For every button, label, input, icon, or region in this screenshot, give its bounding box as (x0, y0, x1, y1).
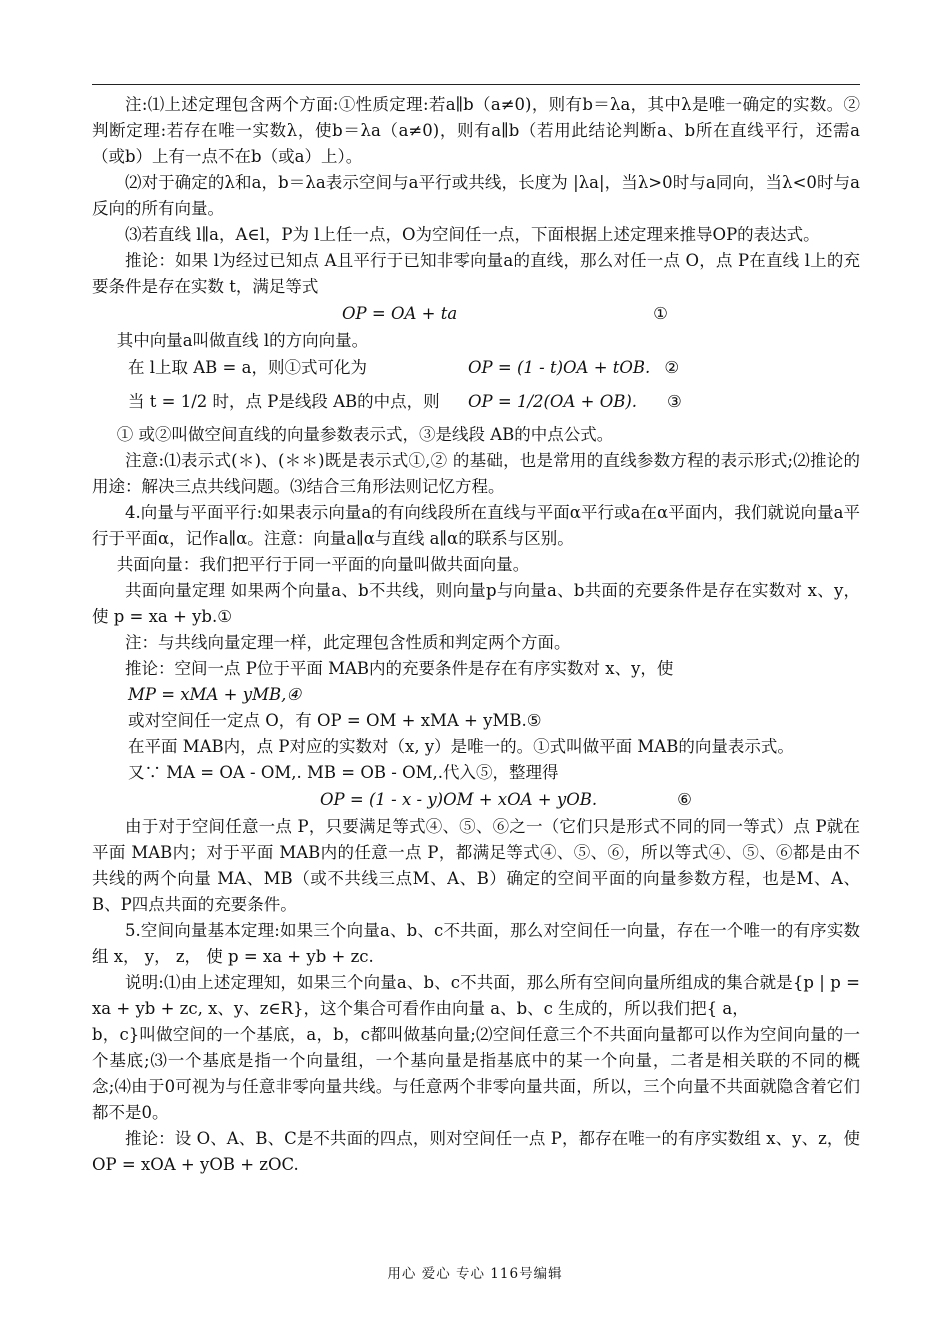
paragraph-substitute: 又∵ MA = OA - OM,. MB = OB - OM,.代入⑤，整理得 (128, 763, 559, 782)
equation-3-number: ③ (667, 392, 682, 411)
paragraph-section-5: 5.空间向量基本定理:如果三个向量a、b、c不共面，那么对空间任一向量，存在一个唯一的有序实数组 x， y， z， 使 p = xa + yb + zc. (92, 921, 860, 966)
paragraph-explanation: 说明:⑴由上述定理知，如果三个向量a、b、c不共面，那么所有空间向量所组成的集合就是{p | p = xa + yb + zc, x、y、z∈R}，这个集合可看作由向量 a、b、c 生成的，所以我们把{ a， (92, 973, 860, 1018)
equation-6: OP = (1 - x - y)OM + xOA + yOB. (320, 790, 598, 809)
equation-2-number: ② (664, 358, 680, 377)
header-rule (92, 84, 860, 85)
paragraph-coplanar-theorem: 共面向量定理 如果两个向量a、b不共线，则向量p与向量a、b共面的充要条件是存在实数对 x、y，使 p = xa + yb.① (92, 581, 860, 626)
paragraph-four-points: 由于对于空间任意一点 P，只要满足等式④、⑤、⑥之一（它们只是形式不同的同一等式）点 P就在平面 MAB内；对于平面 MAB内的任意一点 P，都满足等式④、⑤、⑥，所以等式④、⑤、⑥都是由不共线的两个向量 MA、MB（或不共线三点M、A、B）确定的空间平面的向量参数方程，也是M、A、B、P四点共面的充要条件。 (92, 817, 860, 914)
paragraph-note-1: 注:⑴上述定理包含两个方面:①性质定理:若a∥b（a≠0)，则有b＝λa，其中λ是唯一确定的实数。②判断定理:若存在唯一实数λ，使b＝λa（a≠0)，则有a∥b（若用此结论判断a、b所在直线平行，还需a（或b）上有一点不在b（或a）上）。 (92, 95, 860, 166)
paragraph-plane-expression: 在平面 MAB内，点 P对应的实数对（x, y）是唯一的。①式叫做平面 MAB的向量表示式。 (128, 737, 794, 756)
equation-6-number: ⑥ (677, 790, 692, 809)
page-footer: 用心 爱心 专心 116号编辑 (387, 1266, 563, 1282)
equation-2-row (92, 354, 860, 382)
equation-2: OP = (1 - t)OA + tOB. (468, 358, 651, 377)
paragraph-coplanar-note: 注：与共线向量定理一样，此定理包含性质和判定两个方面。 (125, 633, 571, 652)
paragraph-section-4: 4.向量与平面平行:如果表示向量a的有向线段所在直线与平面α平行或a在α平面内，我们就说向量a平行于平面α，记作a∥α。注意：向量a∥α与直线 a∥α的联系与区别。 (92, 503, 860, 548)
paragraph-corollary-2: 推论：空间一点 P位于平面 MAB内的充要条件是存在有序实数对 x、y，使 (125, 659, 674, 678)
paragraph-basis: b，c}叫做空间的一个基底，a，b，c都叫做基向量;⑵空间任意三个不共面向量都可以作为空间向量的一个基底;⑶一个基底是指一个向量组，一个基向量是指基底中的某一个向量，二者是相关联的不同的概念;⑷由于0可视为与任意非零向量共线。与任意两个非零向量共面，所以，三个向量不共面就隐含着它们都不是0。 (92, 1025, 860, 1122)
equation-2-lead: 在 l上取 AB = a，则①式可化为 (128, 358, 367, 377)
equation-3: OP = 1/2(OA + OB). (468, 392, 638, 411)
paragraph-corollary-3: 推论：设 O、A、B、C是不共面的四点，则对空间任一点 P，都存在唯一的有序实数组 x、y、z，使 OP = xOA + yOB + zOC. (92, 1129, 860, 1174)
paragraph-note-3: ⑶若直线 l∥a，A∈l，P为 l上任一点，O为空间任一点，下面根据上述定理来推导OP的表达式。 (125, 225, 820, 244)
equation-3-row (92, 382, 860, 422)
equation-6-row (92, 786, 860, 814)
equation-3-lead: 当 t = 1/2 时，点 P是线段 AB的中点，则 (128, 392, 440, 411)
paragraph-attention: 注意:⑴表示式(＊)、(＊＊)既是表示式①,② 的基础，也是常用的直线参数方程的表示形式;⑵推论的用途：解决三点共线问题。⑶结合三角形法则记忆方程。 (92, 451, 860, 496)
paragraph-coplanar-def: 共面向量：我们把平行于同一平面的向量叫做共面向量。 (116, 555, 530, 574)
equation-4: MP = xMA + yMB,④ (128, 685, 302, 704)
paragraph-direction-vector: 其中向量a叫做直线 l的方向向量。 (116, 331, 369, 350)
document-body (92, 92, 860, 1178)
equation-1-row (92, 300, 860, 328)
paragraph-parametric: ① 或②叫做空间直线的向量参数表示式，③是线段 AB的中点公式。 (116, 425, 614, 444)
equation-1: OP = OA + ta (342, 304, 458, 323)
equation-5-line: 或对空间任一定点 O，有 OP = OM + xMA + yMB.⑤ (128, 711, 542, 730)
paragraph-note-2: ⑵对于确定的λ和a，b＝λa表示空间与a平行或共线，长度为 |λa|，当λ>0时与a同向，当λ<0时与a反向的所有向量。 (92, 173, 860, 218)
equation-1-number: ① (653, 304, 668, 323)
paragraph-corollary-1: 推论：如果 l为经过已知点 A且平行于已知非零向量a的直线，那么对任一点 O，点 P在直线 l上的充要条件是存在实数 t，满足等式 (92, 251, 860, 296)
